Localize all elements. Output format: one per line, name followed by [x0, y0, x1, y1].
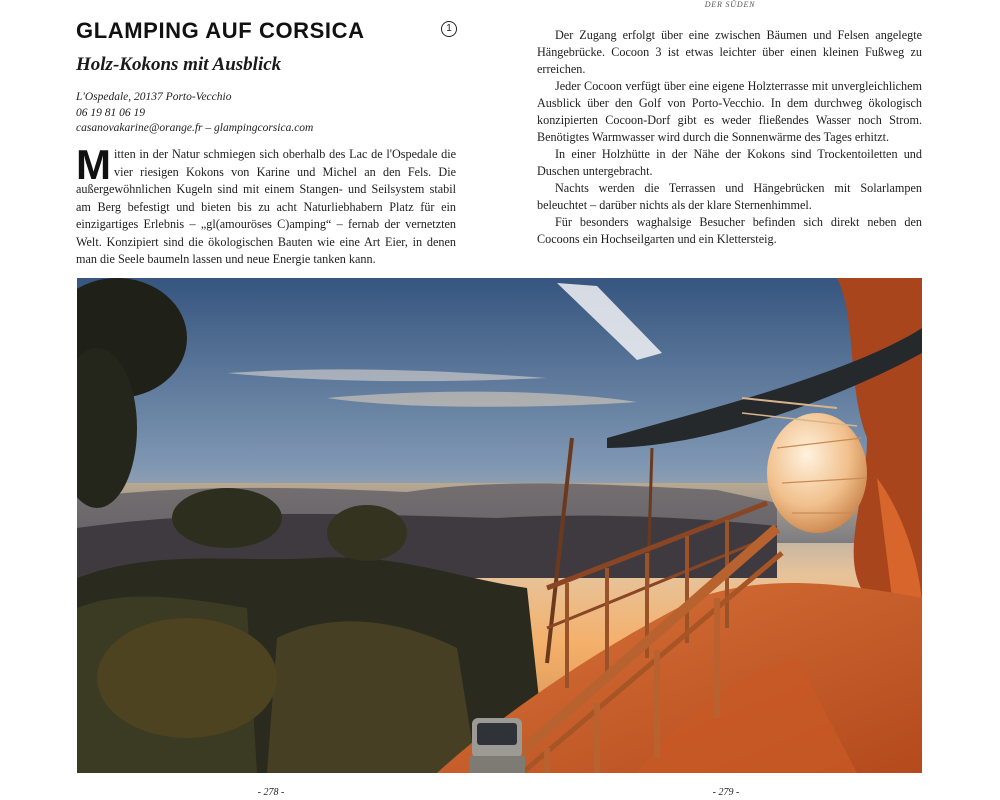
page-number-left: - 278 - [257, 787, 285, 798]
address-block [76, 90, 313, 137]
solar-lamp [469, 718, 525, 773]
left-column-text [76, 141, 456, 269]
paragraph-terrace: Jeder Cocoon verfügt über eine eigene Holzterrasse mit unvergleichlichem Ausblick über den Golf von Porto-Vecchio. In dem durchweg ökologisch konzipierten Cocoon-Dorf gibt es weder fließendes Wasser noch Strom. Benötigtes Warmwasser wird durch die Sonnenwärme des Tages erhitzt. [537, 79, 922, 144]
paragraph-night: Nachts werden die Terrassen und Hängebrücken mit Solarlampen beleuchtet – darüber nichts als der klare Sternenhimmel. [537, 181, 922, 212]
page-subtitle: Holz-Kokons mit Ausblick [76, 54, 282, 75]
running-head: DER SÜDEN [704, 0, 756, 9]
right-column-text [537, 27, 922, 248]
entry-number-badge: 1 [441, 21, 457, 37]
cocoon-dome [767, 413, 867, 533]
drop-cap: M [76, 141, 111, 188]
intro-paragraph: itten in der Natur schmiegen sich oberhalb des Lac de l'Ospedale die vier riesigen Kokons von Karine und Michel an den Fels. Die außergewöhnlichen Kugeln sind mit einem Stangen- und Seilsystem stabil am Berg befestigt und bieten bis zu acht Naturliebhabern Platz für ein einzigartiges Erlebnis – „gl(amouröses C)amping“ – fernab der vernetzten Welt. Konzipiert sind die ökologischen Bauten wie eine Art Eier, in denen man die Seele baumeln lassen und neue Energie tanken kann. [76, 147, 456, 266]
phone-number: 06 19 81 06 19 [76, 106, 145, 119]
page-title: GLAMPING AUF CORSICA [76, 18, 365, 43]
address-line: L'Ospedale, 20137 Porto-Vecchio [76, 91, 232, 103]
paragraph-adventure: Für besonders waghalsige Besucher befinden sich direkt neben den Cocoons ein Hochseilgarten und ein Klettersteig. [537, 215, 922, 246]
sunset-landscape-photo [77, 278, 922, 773]
contact-links[interactable]: casanovakarine@orange.fr – glampingcorsica.com [76, 122, 314, 134]
paragraph-facilities: In einer Holzhütte in der Nähe der Kokons sind Trockentoiletten und Duschen untergebracht. [537, 147, 922, 178]
page-number-right: - 279 - [712, 787, 740, 798]
paragraph-access: Der Zugang erfolgt über eine zwischen Bäumen und Felsen angelegte Hängebrücke. Cocoon 3 ist etwas leichter über einen kleinen Fußweg zu erreichen. [537, 28, 922, 76]
